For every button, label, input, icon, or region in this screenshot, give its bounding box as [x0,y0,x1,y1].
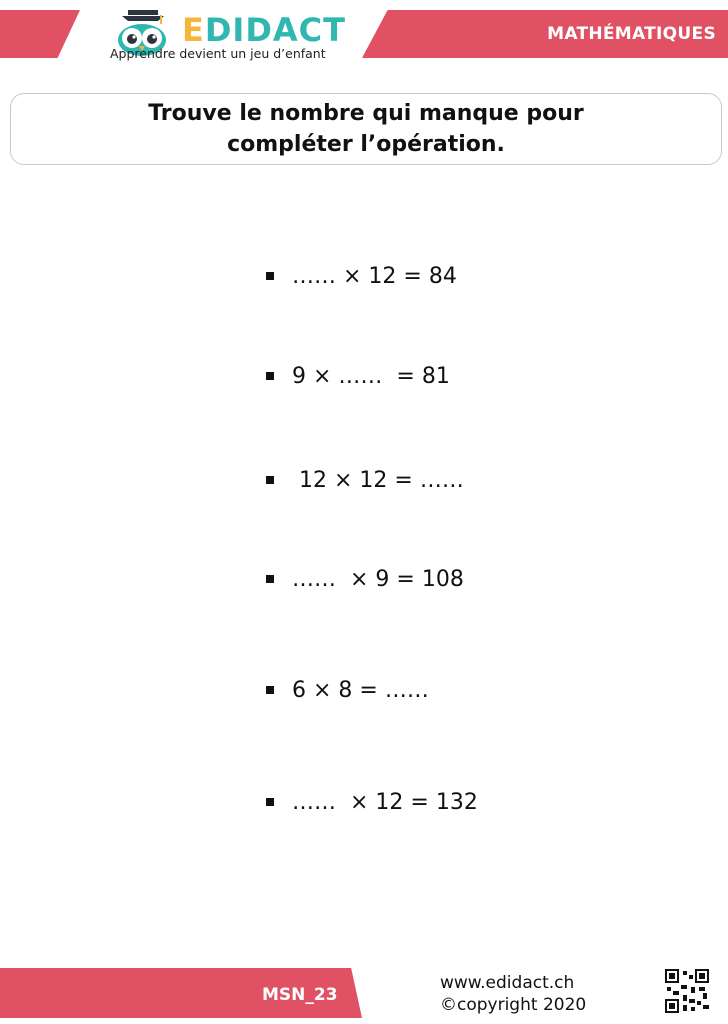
brand-letters-rest: DIDACT [204,11,346,49]
tagline: Apprendre devient un jeu d’enfant [110,46,326,61]
exercise-item [266,361,450,391]
exercise-text: 12 × 12 = …… [292,467,464,493]
exercise-item [266,261,457,291]
exercise-text: …… × 12 = 132 [292,789,478,815]
bullet-icon [266,372,274,380]
bullet-icon [266,575,274,583]
footer-site-info [440,972,586,1016]
exercise-text: 9 × …… = 81 [292,363,450,389]
header-band-left [0,10,80,58]
exercise-item [266,675,429,705]
qr-code-icon[interactable] [665,969,709,1013]
worksheet-code: MSN_23 [262,985,338,1005]
bullet-icon [266,798,274,806]
website-link[interactable]: www.edidact.ch [440,973,575,993]
instruction-text: Trouve le nombre qui manque pour compléter l’opération. [148,101,584,157]
exercise-text: …… × 12 = 84 [292,263,457,289]
bullet-icon [266,272,274,280]
bullet-icon [266,686,274,694]
instruction-box [10,93,722,165]
brand-letter-e: E [182,11,205,49]
brand-name [182,12,346,48]
exercise-item [266,465,464,495]
exercise-item [266,787,478,817]
subject-label: MATHÉMATIQUES [547,24,716,44]
exercise-text: 6 × 8 = …… [292,677,429,703]
bullet-icon [266,476,274,484]
exercise-item [266,564,464,594]
exercise-text: …… × 9 = 108 [292,566,464,592]
copyright-text: ©copyright 2020 [440,995,587,1015]
edidact-logo[interactable] [110,8,350,62]
